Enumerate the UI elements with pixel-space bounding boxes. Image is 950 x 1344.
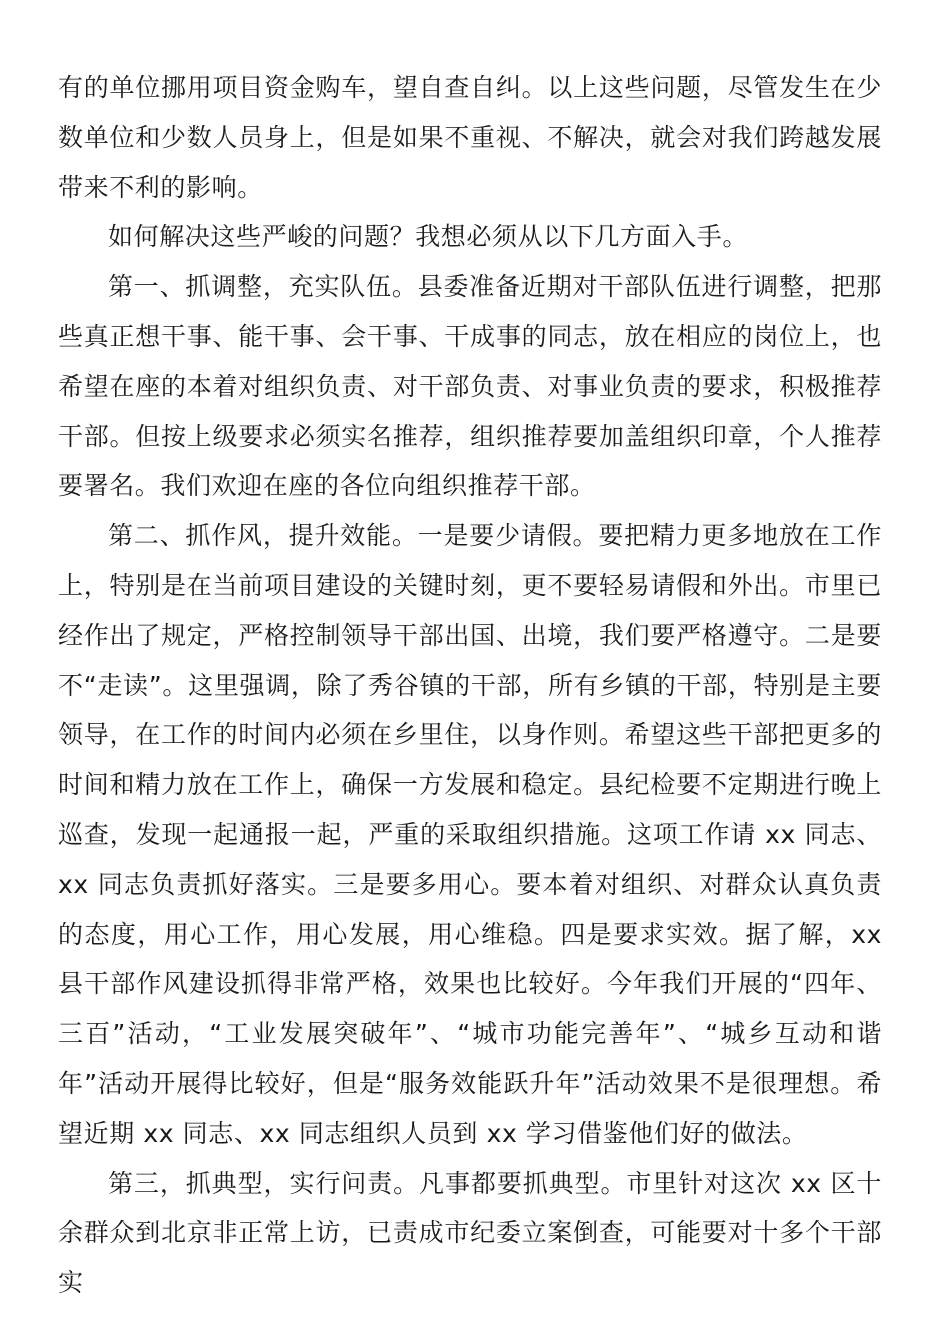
- document-body: [58, 63, 882, 1308]
- paragraph-point-three: 第三，抓典型，实行问责。凡事都要抓典型。市里针对这次 xx 区十余群众到北京非正常上访，已责成市纪委立案倒查，可能要对十多个干部实: [58, 1168, 882, 1298]
- paragraph-continuation: 有的单位挪用项目资金购车，望自查自纠。以上这些问题，尽管发生在少数单位和少数人员身上，但是如果不重视、不解决，就会对我们跨越发展带来不利的影响。: [58, 73, 882, 202]
- paragraph-question: 如何解决这些严峻的问题？我想必须从以下几方面入手。: [108, 222, 749, 252]
- paragraph-point-two: 第二、抓作风，提升效能。一是要少请假。要把精力更多地放在工作上，特别是在当前项目建设的关键时刻，更不要轻易请假和外出。市里已经作出了规定，严格控制领导干部出国、出境，我们要严格遵守。二是要不“走读”。这里强调，除了秀谷镇的干部，所有乡镇的干部，特别是主要领导，在工作的时间内必须在乡里住，以身作则。希望这些干部把更多的时间和精力放在工作上，确保一方发展和稳定。县纪检要不定期进行晚上巡查，发现一起通报一起，严重的采取组织措施。这项工作请 xx 同志、xx 同志负责抓好落实。三是要多用心。要本着对组织、对群众认真负责的态度，用心工作，用心发展，用心维稳。四是要求实效。据了解，xx 县干部作风建设抓得非常严格，效果也比较好。今年我们开展的“四年、三百”活动，“工业发展突破年”、“城市功能完善年”、“城乡互动和谐年”活动开展得比较好，但是“服务效能跃升年”活动效果不是很理想。希望近期 xx 同志、xx 同志组织人员到 xx 学习借鉴他们好的做法。: [58, 521, 882, 1148]
- paragraph-point-one: 第一、抓调整，充实队伍。县委准备近期对干部队伍进行调整，把那些真正想干事、能干事、会干事、干成事的同志，放在相应的岗位上，也希望在座的本着对组织负责、对干部负责、对事业负责的要求，积极推荐干部。但按上级要求必须实名推荐，组织推荐要加盖组织印章，个人推荐要署名。我们欢迎在座的各位向组织推荐干部。: [58, 272, 882, 501]
